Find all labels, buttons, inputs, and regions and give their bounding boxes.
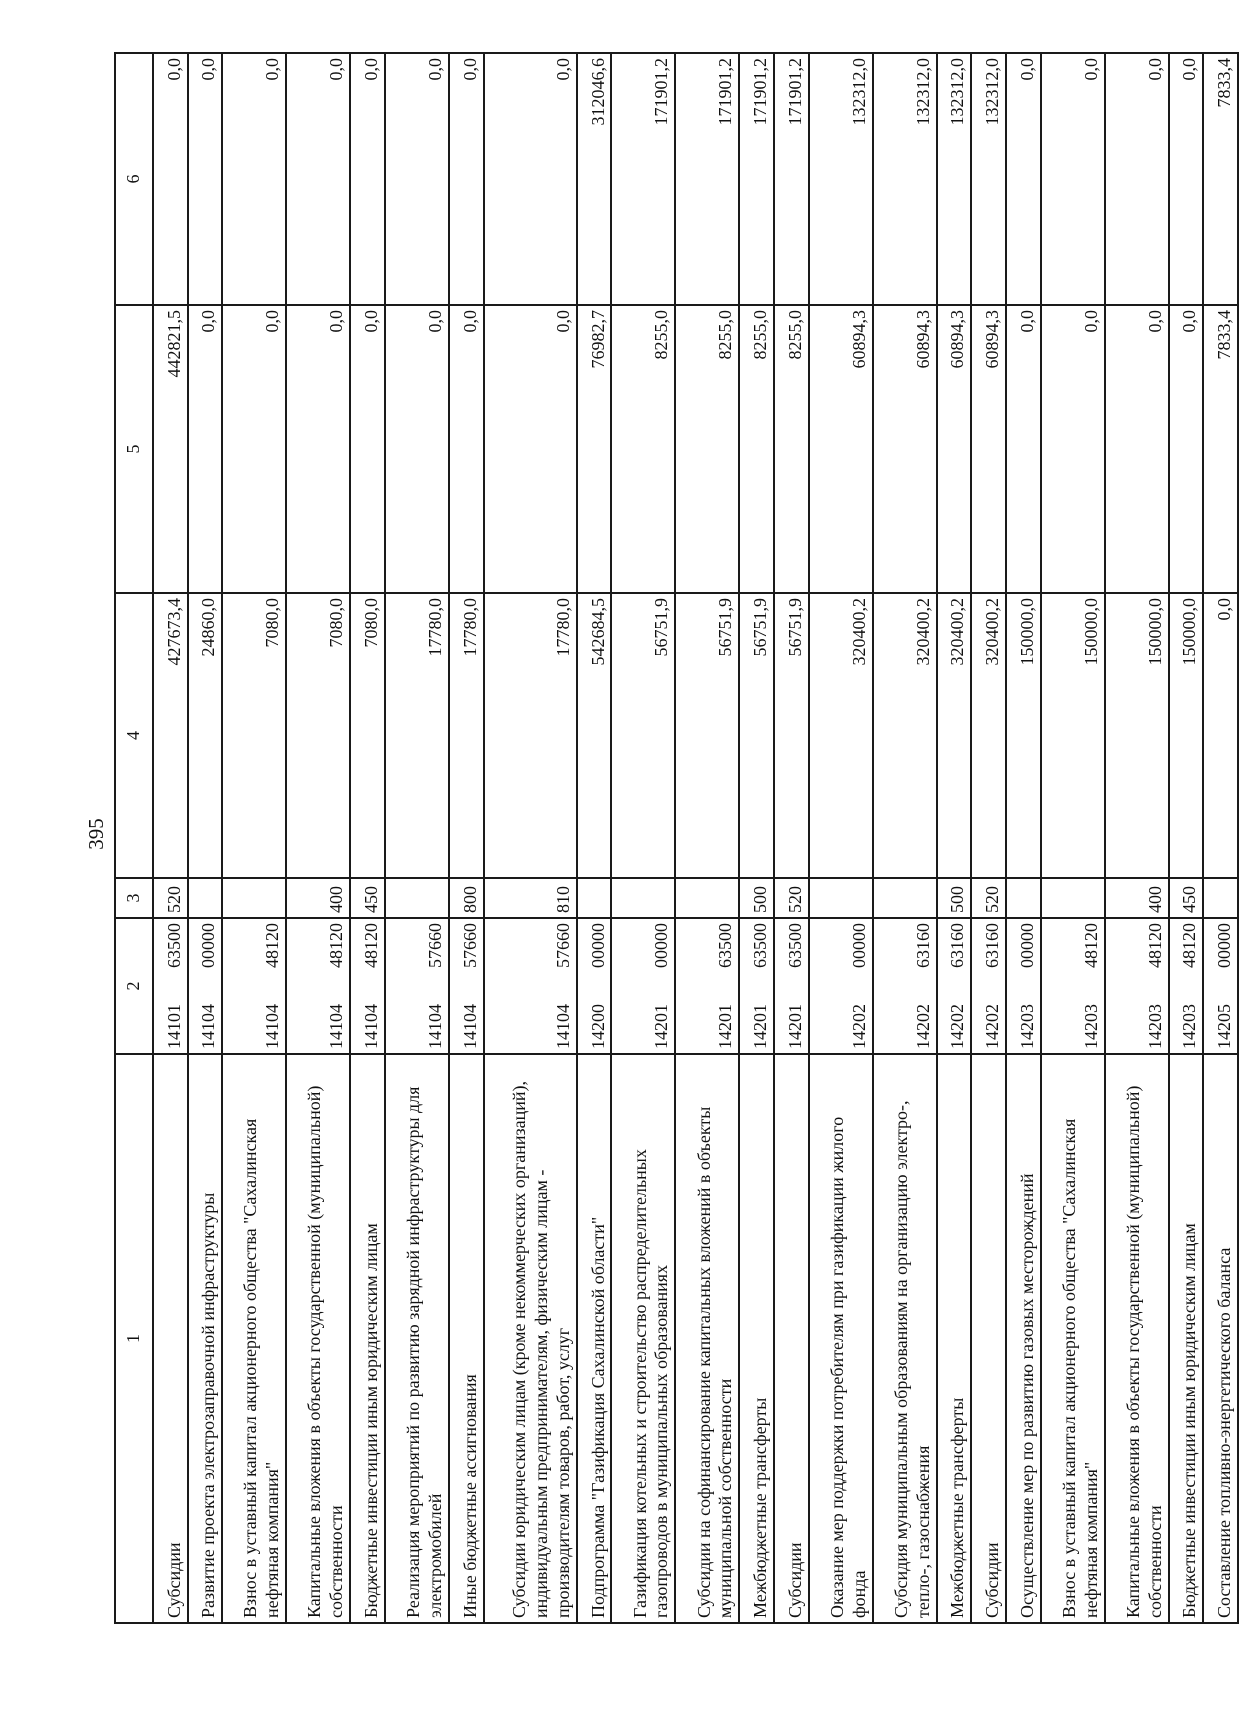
row-name-line: Взнос в уставный капитал акционерного общества "Сахалинская [1058, 1118, 1079, 1618]
row-value-col4: 320400,2 [937, 593, 972, 878]
row-name-line: Взнос в уставный капитал акционерного общества "Сахалинская [240, 1118, 261, 1618]
row-value-col4: 17780,0 [449, 593, 484, 878]
table-row [350, 53, 385, 1623]
row-value-col6: 7833,4 [1203, 53, 1238, 305]
header-col-6: 6 [115, 53, 153, 305]
row-name [1041, 1054, 1105, 1623]
table-row [484, 53, 577, 1623]
row-name-line: Составление топливно-энергетического баланса [1214, 1247, 1235, 1618]
row-value-col6: 0,0 [1105, 53, 1169, 305]
row-expense-kind [675, 878, 739, 918]
row-code-section: 14202 [809, 988, 873, 1054]
table-row [1041, 53, 1105, 1623]
row-name-line: производителям товаров, работ, услуг [552, 1327, 573, 1618]
row-name [222, 1054, 286, 1623]
row-value-col6: 0,0 [286, 53, 350, 305]
row-value-col6: 132312,0 [873, 53, 937, 305]
row-code-section: 14201 [675, 988, 739, 1054]
row-name-line: Развитие проекта электрозаправочной инфраструктуры [198, 1192, 219, 1618]
row-expense-kind: 500 [937, 878, 972, 918]
row-value-col4: 17780,0 [484, 593, 577, 878]
row-name [809, 1054, 873, 1623]
row-value-col5: 0,0 [286, 305, 350, 593]
row-value-col5: 0,0 [1041, 305, 1105, 593]
row-value-col5: 76982,7 [577, 305, 612, 593]
row-expense-kind: 520 [774, 878, 809, 918]
row-name [971, 1054, 1006, 1623]
row-code-section: 14203 [1041, 988, 1105, 1054]
row-name-line: собственности [326, 1505, 347, 1618]
table-row [1105, 53, 1169, 1623]
row-name [774, 1054, 809, 1623]
table-row [971, 53, 1006, 1623]
row-name [1006, 1054, 1041, 1623]
row-value-col4: 150000,0 [1169, 593, 1204, 878]
row-code-section: 14201 [774, 988, 809, 1054]
row-value-col6: 312046,6 [577, 53, 612, 305]
row-code-section: 14202 [971, 988, 1006, 1054]
row-name [188, 1054, 223, 1623]
row-expense-kind [873, 878, 937, 918]
row-value-col5: 0,0 [222, 305, 286, 593]
row-value-col5: 60894,3 [809, 305, 873, 593]
row-code-target: 00000 [611, 918, 675, 988]
row-name-line: нефтяная компания" [262, 1461, 283, 1618]
row-code-target: 63500 [739, 918, 774, 988]
row-value-col5: 0,0 [1169, 305, 1204, 593]
row-code-section: 14101 [153, 988, 188, 1054]
table-row [739, 53, 774, 1623]
row-name [675, 1054, 739, 1623]
header-col-5: 5 [115, 305, 153, 593]
row-value-col6: 0,0 [449, 53, 484, 305]
row-value-col5: 8255,0 [611, 305, 675, 593]
row-code-target: 00000 [1203, 918, 1238, 988]
row-code-target: 48120 [1169, 918, 1204, 988]
row-code-target: 57660 [449, 918, 484, 988]
table-row [449, 53, 484, 1623]
table-row [873, 53, 937, 1623]
header-col-4: 4 [115, 593, 153, 878]
row-value-col4: 150000,0 [1041, 593, 1105, 878]
row-name [286, 1054, 350, 1623]
row-value-col6: 0,0 [1041, 53, 1105, 305]
table-row [611, 53, 675, 1623]
row-value-col5: 0,0 [385, 305, 449, 593]
row-code-section: 14104 [385, 988, 449, 1054]
row-name-line: Субсидии на софинансирование капитальных вложений в объекты [693, 1106, 714, 1618]
row-expense-kind: 520 [153, 878, 188, 918]
row-value-col5: 8255,0 [739, 305, 774, 593]
budget-table [114, 52, 1239, 1624]
row-value-col4: 7080,0 [222, 593, 286, 878]
row-code-section: 14104 [484, 988, 577, 1054]
row-value-col4: 0,0 [1203, 593, 1238, 878]
row-value-col6: 0,0 [385, 53, 449, 305]
row-name [1105, 1054, 1169, 1623]
row-expense-kind: 500 [739, 878, 774, 918]
row-code-target: 63500 [774, 918, 809, 988]
row-code-section: 14201 [739, 988, 774, 1054]
row-value-col5: 442821,5 [153, 305, 188, 593]
row-code-target: 57660 [484, 918, 577, 988]
row-name-line: Субсидии [784, 1542, 805, 1618]
row-expense-kind [611, 878, 675, 918]
row-expense-kind: 450 [350, 878, 385, 918]
row-name [449, 1054, 484, 1623]
header-col-1: 1 [115, 1054, 153, 1623]
row-name [739, 1054, 774, 1623]
table-row [577, 53, 612, 1623]
row-code-section: 14203 [1105, 988, 1169, 1054]
row-code-section: 14201 [611, 988, 675, 1054]
table-row [385, 53, 449, 1623]
row-value-col5: 7833,4 [1203, 305, 1238, 593]
row-value-col4: 56751,9 [675, 593, 739, 878]
row-value-col4: 56751,9 [611, 593, 675, 878]
row-code-section: 14104 [286, 988, 350, 1054]
row-code-section: 14104 [449, 988, 484, 1054]
row-value-col5: 0,0 [1105, 305, 1169, 593]
table-row [188, 53, 223, 1623]
row-code-target: 63160 [873, 918, 937, 988]
row-name [937, 1054, 972, 1623]
row-value-col6: 0,0 [350, 53, 385, 305]
row-code-target: 48120 [222, 918, 286, 988]
row-name-line: тепло-, газоснабжения [912, 1445, 933, 1618]
row-name-line: Подпрограмма "Газификация Сахалинской области" [587, 1216, 608, 1618]
table-row [1203, 53, 1238, 1623]
row-value-col6: 0,0 [1006, 53, 1041, 305]
row-value-col4: 7080,0 [286, 593, 350, 878]
row-expense-kind [809, 878, 873, 918]
row-name-line: Субсидии юридическим лицам (кроме некоммерческих организаций), [508, 1081, 529, 1618]
row-value-col5: 0,0 [1006, 305, 1041, 593]
row-value-col4: 150000,0 [1105, 593, 1169, 878]
row-value-col4: 56751,9 [739, 593, 774, 878]
table-row [809, 53, 873, 1623]
row-name-line: Капитальные вложения в объекты государственной (муниципальной) [1122, 1085, 1143, 1618]
rotated-table-wrapper [114, 54, 1239, 1624]
table-row [937, 53, 972, 1623]
row-name-line: электромобилей [424, 1493, 445, 1618]
row-value-col4: 542684,5 [577, 593, 612, 878]
row-code-section: 14203 [1169, 988, 1204, 1054]
row-name [484, 1054, 577, 1623]
row-expense-kind: 810 [484, 878, 577, 918]
row-value-col5: 0,0 [484, 305, 577, 593]
row-name-line: Межбюджетные трансферты [947, 1397, 968, 1618]
table-row [286, 53, 350, 1623]
row-value-col5: 8255,0 [774, 305, 809, 593]
row-value-col5: 0,0 [188, 305, 223, 593]
row-value-col5: 60894,3 [873, 305, 937, 593]
row-value-col6: 171901,2 [774, 53, 809, 305]
row-name-line: Капитальные вложения в объекты государственной (муниципальной) [304, 1085, 325, 1618]
row-code-target: 48120 [286, 918, 350, 988]
row-code-target: 00000 [577, 918, 612, 988]
row-name-line: индивидуальным предпринимателям, физическим лицам - [530, 1169, 551, 1618]
row-expense-kind: 450 [1169, 878, 1204, 918]
row-name-line: Оказание мер поддержки потребителям при газификации жилого [826, 1116, 847, 1618]
row-value-col4: 150000,0 [1006, 593, 1041, 878]
row-name-line: Субсидия муниципальным образованиям на организацию электро-, [890, 1100, 911, 1618]
row-code-target: 00000 [188, 918, 223, 988]
row-value-col4: 427673,4 [153, 593, 188, 878]
table-row [222, 53, 286, 1623]
row-expense-kind: 400 [286, 878, 350, 918]
row-value-col4: 320400,2 [809, 593, 873, 878]
row-value-col4: 56751,9 [774, 593, 809, 878]
row-code-section: 14205 [1203, 988, 1238, 1054]
row-expense-kind [1041, 878, 1105, 918]
row-code-target: 63160 [971, 918, 1006, 988]
row-code-section: 14104 [188, 988, 223, 1054]
row-expense-kind [577, 878, 612, 918]
row-name-line: Реализация мероприятий по развитию зарядной инфраструктуры для [402, 1086, 423, 1618]
table-row [774, 53, 809, 1623]
row-expense-kind [188, 878, 223, 918]
row-name [611, 1054, 675, 1623]
header-row [115, 53, 153, 1623]
row-expense-kind: 520 [971, 878, 1006, 918]
row-code-target: 00000 [809, 918, 873, 988]
row-value-col4: 24860,0 [188, 593, 223, 878]
row-code-target: 48120 [1105, 918, 1169, 988]
table-row [1006, 53, 1041, 1623]
row-value-col6: 132312,0 [809, 53, 873, 305]
row-value-col4: 7080,0 [350, 593, 385, 878]
row-expense-kind: 800 [449, 878, 484, 918]
row-value-col6: 0,0 [222, 53, 286, 305]
page-number: 395 [84, 818, 108, 850]
row-name [577, 1054, 612, 1623]
row-name [1169, 1054, 1204, 1623]
row-name-line: фонда [848, 1570, 869, 1618]
row-name [385, 1054, 449, 1623]
row-value-col4: 320400,2 [971, 593, 1006, 878]
row-value-col6: 0,0 [188, 53, 223, 305]
row-value-col6: 0,0 [1169, 53, 1204, 305]
header-col-3: 3 [115, 878, 153, 918]
row-code-section: 14202 [873, 988, 937, 1054]
row-expense-kind [385, 878, 449, 918]
row-name [350, 1054, 385, 1623]
row-name-line: собственности [1144, 1505, 1165, 1618]
row-expense-kind [1203, 878, 1238, 918]
table-row [675, 53, 739, 1623]
row-code-target: 63160 [937, 918, 972, 988]
row-value-col6: 0,0 [484, 53, 577, 305]
header-col-2: 2 [115, 918, 153, 1054]
row-value-col6: 132312,0 [971, 53, 1006, 305]
row-name-line: нефтяная компания" [1080, 1461, 1101, 1618]
row-name-line: Газификация котельных и строительство распределительных [629, 1149, 650, 1618]
row-expense-kind [1006, 878, 1041, 918]
row-code-section: 14203 [1006, 988, 1041, 1054]
row-name [873, 1054, 937, 1623]
row-value-col4: 320400,2 [873, 593, 937, 878]
row-value-col6: 0,0 [153, 53, 188, 305]
row-code-target: 63500 [675, 918, 739, 988]
row-code-target: 00000 [1006, 918, 1041, 988]
row-value-col6: 171901,2 [675, 53, 739, 305]
row-value-col5: 0,0 [449, 305, 484, 593]
row-value-col5: 8255,0 [675, 305, 739, 593]
row-name-line: газопроводов в муниципальных образованиях [651, 1264, 672, 1618]
row-name-line: Субсидии [163, 1542, 184, 1618]
row-code-target: 63500 [153, 918, 188, 988]
table-row [153, 53, 188, 1623]
row-name-line: Субсидии [982, 1542, 1003, 1618]
row-name [153, 1054, 188, 1623]
row-expense-kind [222, 878, 286, 918]
row-value-col5: 0,0 [350, 305, 385, 593]
row-code-section: 14200 [577, 988, 612, 1054]
row-value-col6: 171901,2 [611, 53, 675, 305]
row-expense-kind: 400 [1105, 878, 1169, 918]
row-value-col5: 60894,3 [971, 305, 1006, 593]
row-name-line: Иные бюджетные ассигнования [459, 1374, 480, 1618]
row-code-target: 57660 [385, 918, 449, 988]
row-name-line: Бюджетные инвестиции иным юридическим лицам [1179, 1223, 1200, 1618]
row-name-line: Осуществление мер по развитию газовых месторождений [1016, 1173, 1037, 1618]
row-name [1203, 1054, 1238, 1623]
row-value-col6: 132312,0 [937, 53, 972, 305]
row-code-target: 48120 [350, 918, 385, 988]
row-code-section: 14202 [937, 988, 972, 1054]
row-name-line: Межбюджетные трансферты [750, 1397, 771, 1618]
row-name-line: Бюджетные инвестиции иным юридическим лицам [360, 1223, 381, 1618]
row-code-target: 48120 [1041, 918, 1105, 988]
table-row [1169, 53, 1204, 1623]
row-value-col4: 17780,0 [385, 593, 449, 878]
row-name-line: муниципальной собственности [715, 1378, 736, 1618]
row-code-section: 14104 [350, 988, 385, 1054]
row-value-col5: 60894,3 [937, 305, 972, 593]
row-value-col6: 171901,2 [739, 53, 774, 305]
row-code-section: 14104 [222, 988, 286, 1054]
